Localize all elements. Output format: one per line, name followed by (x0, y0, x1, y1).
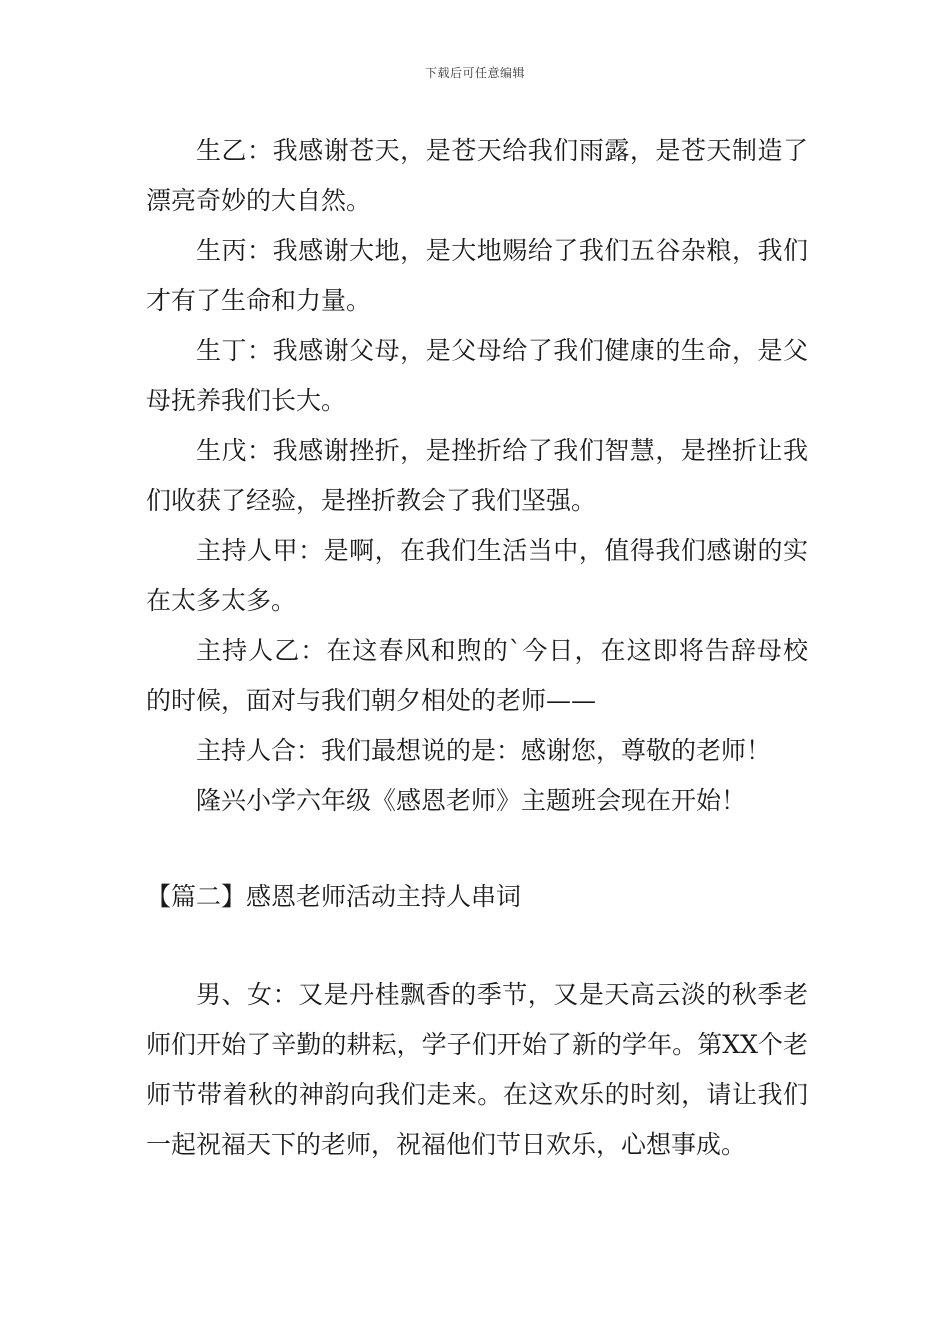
paragraph: 男、女：又是丹桂飘香的季节，又是天高云淡的秋季老师们开始了辛勤的耕耘，学子们开始了新的学年。第XX个老师节带着秋的神韵向我们走来。在这欢乐的时刻，请让我们一起祝福天下的老师，祝福他们节日欢乐，心想事成。 (146, 980, 808, 1159)
page-header-note: 下载后可任意编辑 (424, 66, 525, 80)
paragraph: 生乙：我感谢苍天，是苍天给我们雨露，是苍天制造了漂亮奇妙的大自然。 (146, 136, 808, 215)
paragraph: 隆兴小学六年级《感恩老师》主题班会现在开始！ (196, 786, 747, 815)
paragraph: 生戊：我感谢挫折，是挫折给了我们智慧，是挫折让我们收获了经验，是挫折教会了我们坚强。 (146, 436, 808, 515)
paragraph: 主持人甲：是啊，在我们生活当中，值得我们感谢的实在太多太多。 (146, 536, 808, 615)
paragraph: 生丁：我感谢父母，是父母给了我们健康的生命，是父母抚养我们长大。 (146, 336, 808, 415)
section-body (146, 970, 808, 1170)
section-heading: 【篇二】感恩老师活动主持人串词 (146, 882, 522, 911)
document-body (146, 126, 808, 1170)
paragraph: 主持人合：我们最想说的是：感谢您，尊敬的老师！ (196, 736, 772, 765)
paragraph: 生丙：我感谢大地，是大地赐给了我们五谷杂粮，我们才有了生命和力量。 (146, 236, 808, 315)
paragraph: 主持人乙：在这春风和煦的`今日，在这即将告辞母校的时候，面对与我们朝夕相处的老师—— (146, 636, 808, 715)
